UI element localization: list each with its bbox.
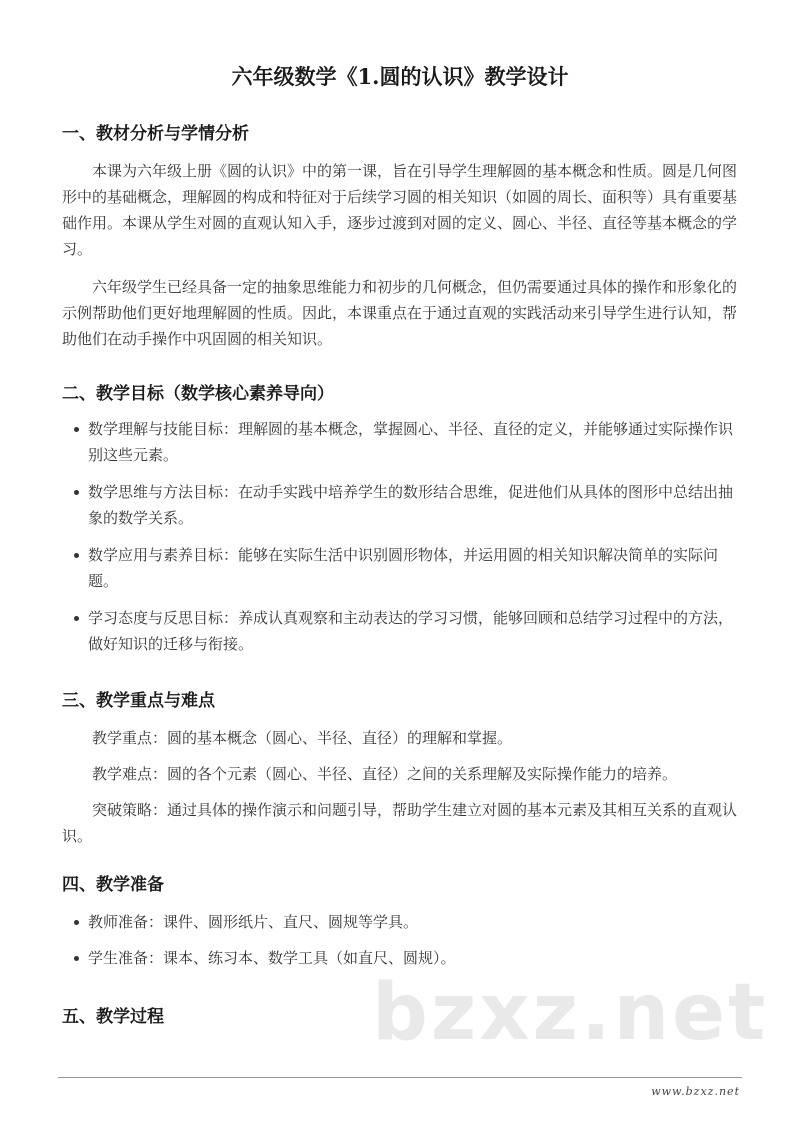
section-heading-preparation: 四、教学准备	[62, 875, 164, 895]
paragraph: 突破策略：通过具体的操作演示和问题引导，帮助学生建立对圆的基本元素及其相互关系的直观认识。	[62, 801, 738, 845]
list-item	[62, 909, 746, 935]
paragraph: 本课为六年级上册《圆的认识》中的第一课，旨在引导学生理解圆的基本概念和性质。圆是几何图形中的基础概念，理解圆的构成和特征对于后续学习圆的相关知识（如圆的周长、面积等）具有重要基础作用。本课从学生对圆的直观认知入手，逐步过渡到对圆的定义、圆心、半径、直径等基本概念的学习。	[62, 162, 738, 258]
bullet-icon	[74, 920, 79, 925]
paragraph: 六年级学生已经具备一定的抽象思维能力和初步的几何概念，但仍需要通过具体的操作和形象化的示例帮助他们更好地理解圆的性质。因此，本课重点在于通过直观的实践活动来引导学生进行认知，帮助他们在动手操作中巩固圆的相关知识。	[62, 278, 738, 348]
footer-divider	[58, 1077, 742, 1078]
list-item	[62, 479, 746, 531]
list-item-text: 学生准备：课本、练习本、数学工具（如直尺、圆规）。	[88, 949, 456, 967]
document-title: 六年级数学《1.圆的认识》教学设计	[231, 64, 569, 89]
footer-url: www.bzxz.net	[651, 1085, 740, 1098]
section-heading-analysis: 一、教材分析与学情分析	[62, 124, 249, 144]
preparation-list	[62, 909, 746, 971]
list-item-text: 数学理解与技能目标：理解圆的基本概念，掌握圆心、半径、直径的定义，并能够通过实际操作识别这些元素。	[88, 420, 734, 464]
list-item-text: 教师准备：课件、圆形纸片、直尺、圆规等学具。	[88, 913, 419, 931]
paragraph: 教学重点：圆的基本概念（圆心、半径、直径）的理解和掌握。	[92, 729, 513, 747]
list-item-text: 数学应用与素养目标：能够在实际生活中识别圆形物体，并运用圆的相关知识解决简单的实际问题。	[88, 546, 719, 590]
bullet-icon	[74, 427, 79, 432]
list-item	[62, 542, 746, 594]
bullet-icon	[74, 490, 79, 495]
paragraph: 教学难点：圆的各个元素（圆心、半径、直径）之间的关系理解及实际操作能力的培养。	[92, 765, 678, 783]
section-heading-objectives: 二、教学目标（数学核心素养导向）	[62, 384, 334, 404]
section-heading-key-points: 三、教学重点与难点	[62, 691, 215, 711]
list-item-text: 数学思维与方法目标：在动手实践中培养学生的数形结合思维，促进他们从具体的图形中总结出抽象的数学关系。	[88, 483, 734, 527]
bullet-icon	[74, 616, 79, 621]
list-item-text: 学习态度与反思目标：养成认真观察和主动表达的学习习惯，能够回顾和总结学习过程中的方法，做好知识的迁移与衔接。	[88, 609, 734, 653]
list-item	[62, 605, 746, 657]
document-body	[62, 120, 746, 1031]
watermark: bzxz.net	[372, 968, 769, 1058]
bullet-icon	[74, 553, 79, 558]
section-heading-process: 五、教学过程	[62, 1007, 164, 1027]
objectives-list	[62, 416, 746, 657]
list-item	[62, 416, 746, 468]
bullet-icon	[74, 956, 79, 961]
